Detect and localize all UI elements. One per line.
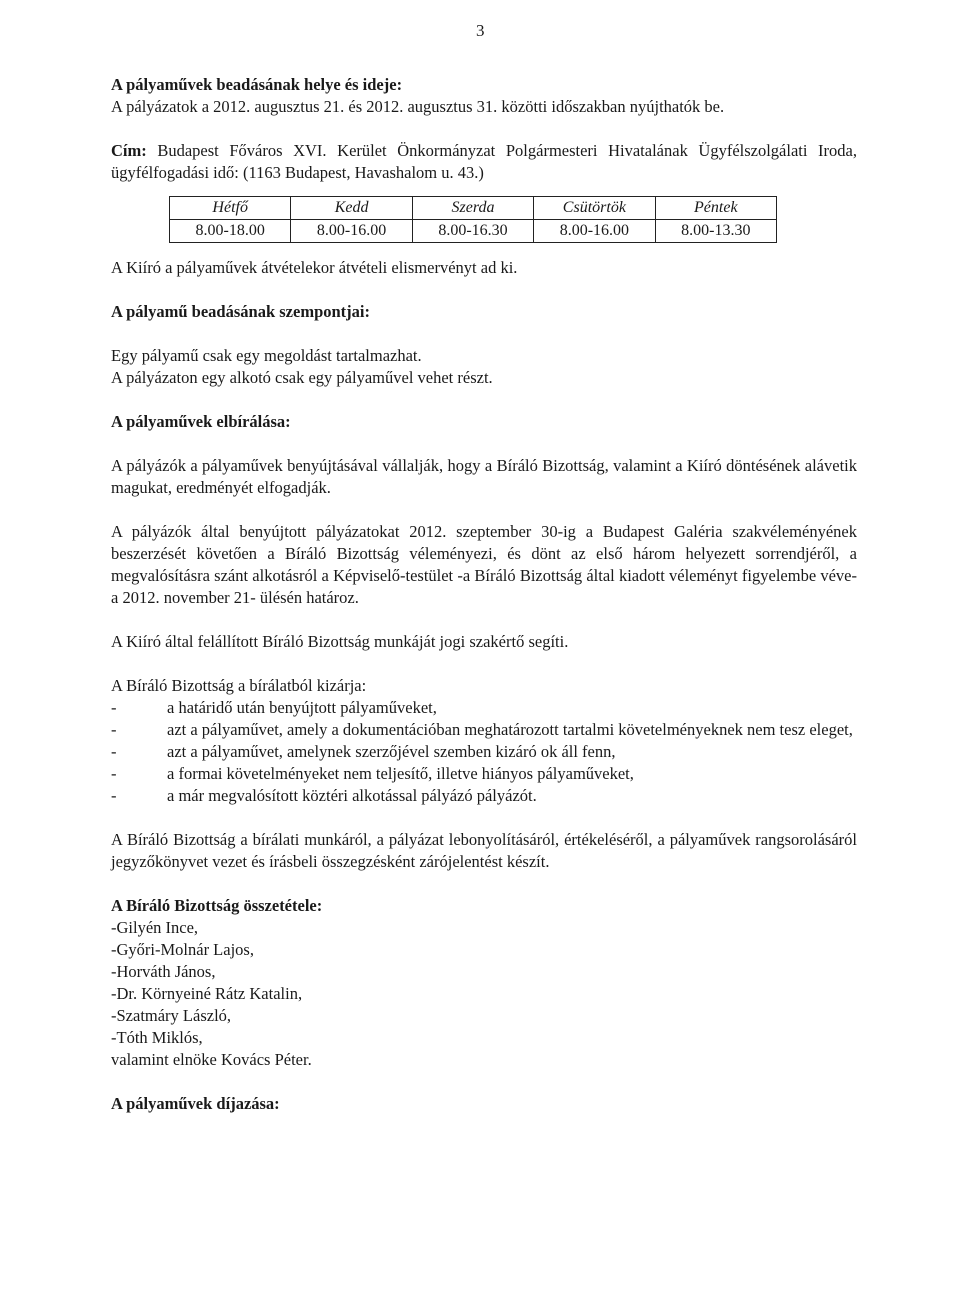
criteria-line: Egy pályamű csak egy megoldást tartalmazhat.: [111, 346, 422, 365]
time-cell: 8.00-16.30: [412, 220, 533, 243]
list-item: - a már megvalósított köztéri alkotással pályázó pályázót.: [111, 785, 857, 807]
office-hours-table: [169, 196, 777, 243]
awards-heading: A pályaművek díjazása:: [111, 1094, 280, 1113]
times-row: [170, 220, 777, 243]
list-item: - a formai követelményeket nem teljesítő, illetve hiányos pályaműveket,: [111, 763, 857, 785]
report-paragraph: A Bíráló Bizottság a bírálati munkáról, a pályázat lebonyolításáról, értékeléséről, a pályaművek rangsorolásáról jegyzőkönyvet vezet és írásbeli összegzésként zárójelentést készít.: [111, 830, 857, 871]
submission-heading: A pályaművek beadásának helye és ideje:: [111, 75, 403, 94]
list-item: - azt a pályaművet, amelynek szerzőjével szemben kizáró ok áll fenn,: [111, 741, 857, 763]
criteria-section: [111, 345, 857, 389]
day-cell: Csütörtök: [534, 197, 655, 220]
time-cell: 8.00-16.00: [534, 220, 655, 243]
committee-chair: valamint elnöke Kovács Péter.: [111, 1050, 312, 1069]
days-row: [170, 197, 777, 220]
submission-period: A pályázatok a 2012. augusztus 21. és 2012. augusztus 31. közötti időszakban nyújthatók be.: [111, 97, 725, 116]
page-number: 3: [476, 21, 485, 40]
committee-member: -Tóth Miklós,: [111, 1028, 203, 1047]
criteria-line: A pályázaton egy alkotó csak egy pályaművel vehet részt.: [111, 368, 493, 387]
list-item: - a határidő után benyújtott pályaműveket,: [111, 697, 857, 719]
exclusion-intro: A Bíráló Bizottság a bírálatból kizárja:: [111, 676, 367, 695]
submission-section: [111, 74, 857, 118]
address-text: Budapest Főváros XVI. Kerület Önkormányzat Polgármesteri Hivatalának Ügyfélszolgálati Iroda, ügyfélfogadási idő: (1163 Budapest, Havashalom u. 43.): [111, 141, 857, 182]
document-content: [111, 74, 857, 1115]
day-cell: Hétfő: [170, 197, 291, 220]
time-cell: 8.00-18.00: [170, 220, 291, 243]
committee-section: [111, 895, 857, 1071]
day-cell: Kedd: [291, 197, 412, 220]
day-cell: Szerda: [412, 197, 533, 220]
criteria-heading: A pályamű beadásának szempontjai:: [111, 302, 370, 321]
committee-heading: A Bíráló Bizottság összetétele:: [111, 896, 323, 915]
committee-member: -Dr. Környeiné Rátz Katalin,: [111, 984, 303, 1003]
address-section: [111, 140, 857, 184]
time-cell: 8.00-16.00: [291, 220, 412, 243]
day-cell: Péntek: [655, 197, 776, 220]
exclusion-list: [111, 697, 857, 807]
evaluation-paragraph: A pályázók által benyújtott pályázatokat 2012. szeptember 30-ig a Budapest Galéria szakvéleményének beszerzését követően a Bíráló Bizottság véleményezi, és dönt az első három helyezett sorrendjéről, a megvalósításra szánt alkotásról a Képviselő-testület -a Bíráló Bizottság által kiadott véleményt figyelembe véve- a 2012. november 21- ülésén határoz.: [111, 522, 857, 607]
committee-member: -Szatmáry László,: [111, 1006, 232, 1025]
address-label: Cím:: [111, 141, 147, 160]
exclusion-section: [111, 675, 857, 807]
time-cell: 8.00-13.30: [655, 220, 776, 243]
committee-member: -Horváth János,: [111, 962, 216, 981]
committee-member: -Győri-Molnár Lajos,: [111, 940, 254, 959]
legal-expert-note: A Kiíró által felállított Bíráló Bizottság munkáját jogi szakértő segíti.: [111, 632, 569, 651]
address-paragraph: [111, 140, 857, 184]
evaluation-heading: A pályaművek elbírálása:: [111, 412, 291, 431]
committee-member: -Gilyén Ince,: [111, 918, 199, 937]
evaluation-paragraph: A pályázók a pályaművek benyújtásával vállalják, hogy a Bíráló Bizottság, valamint a Kiíró döntésének alávetik magukat, eredményét elfogadják.: [111, 456, 857, 497]
receipt-note: A Kiíró a pályaművek átvételekor átvételi elismervényt ad ki.: [111, 258, 518, 277]
list-item: - azt a pályaművet, amely a dokumentációban meghatározott tartalmi követelményeknek nem tesz eleget,: [111, 719, 857, 741]
